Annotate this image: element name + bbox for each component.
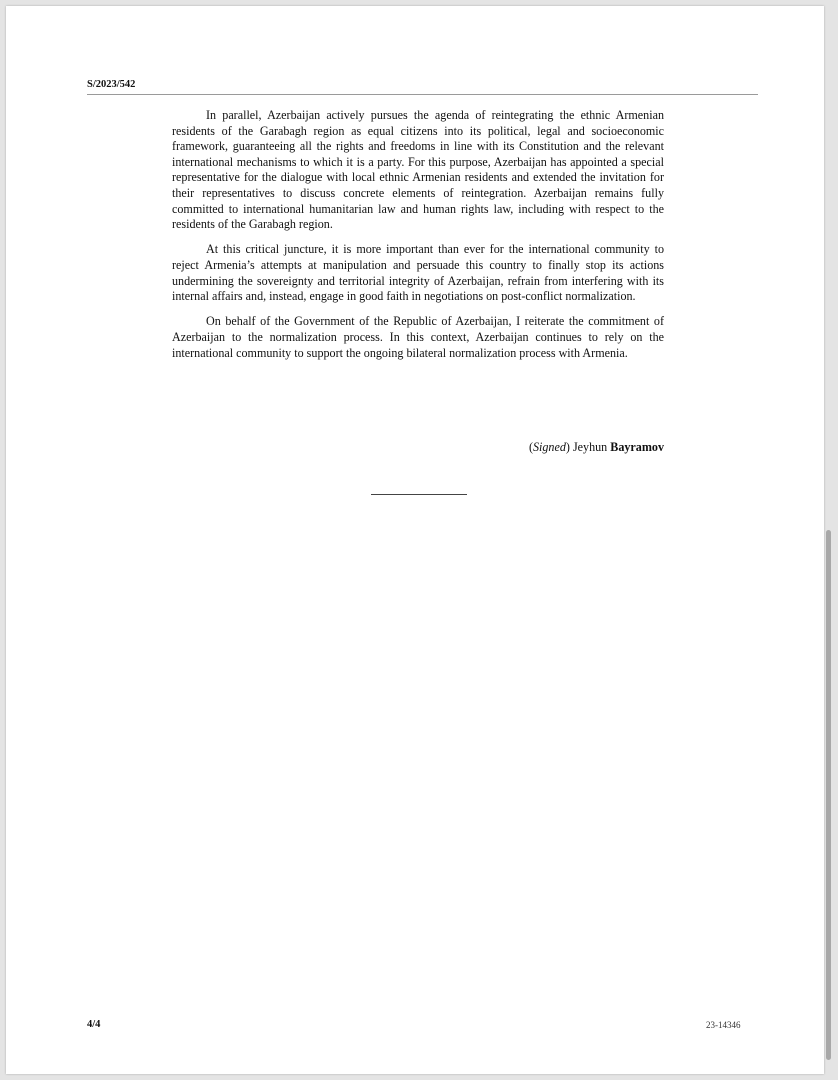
document-page: [6, 6, 824, 1074]
document-symbol: S/2023/542: [87, 79, 136, 90]
signatory-given-name: Jeyhun: [572, 440, 608, 454]
signature-line: (Signed) Jeyhun Bayramov: [528, 440, 664, 454]
page-number: 4/4: [87, 1019, 101, 1030]
letter-body: [172, 108, 664, 371]
paragraph-critical-juncture: At this critical juncture, it is more important than ever for the international community to reject Armenia’s attempts at manipulation and persuade this country to finally stop its actions undermining the sovereignty and territorial integrity of Azerbaijan, refrain from interfering with its internal affairs and, instead, engage in good faith in negotiations on post-conflict normalization.: [172, 242, 664, 304]
end-of-document-rule: [371, 494, 467, 495]
signatory-surname: Bayramov: [610, 440, 664, 454]
signed-label: Signed: [532, 440, 566, 454]
header-rule: [87, 94, 758, 95]
paragraph-commitment: On behalf of the Government of the Republic of Azerbaijan, I reiterate the commitment of Azerbaijan to the normalization process. In this context, Azerbaijan continues to rely on the international community to support the ongoing bilateral normalization process with Armenia.: [172, 314, 664, 360]
vertical-scrollbar[interactable]: [826, 530, 831, 1060]
paragraph-reintegration: In parallel, Azerbaijan actively pursues the agenda of reintegrating the ethnic Armenian residents of the Garabagh region as equal citizens into its political, legal and socioeconomic framework, guaranteeing all the rights and freedoms in line with its Constitution and the relevant international mechanisms to which it is a party. For this purpose, Azerbaijan has appointed a special representative for the dialogue with local ethnic Armenian residents and extended the invitation for their representatives to discuss concrete elements of reintegration. Azerbaijan remains fully committed to international humanitarian law and human rights law, including with respect to the residents of the Garabagh region.: [172, 108, 664, 232]
job-number: 23-14346: [706, 1020, 741, 1030]
